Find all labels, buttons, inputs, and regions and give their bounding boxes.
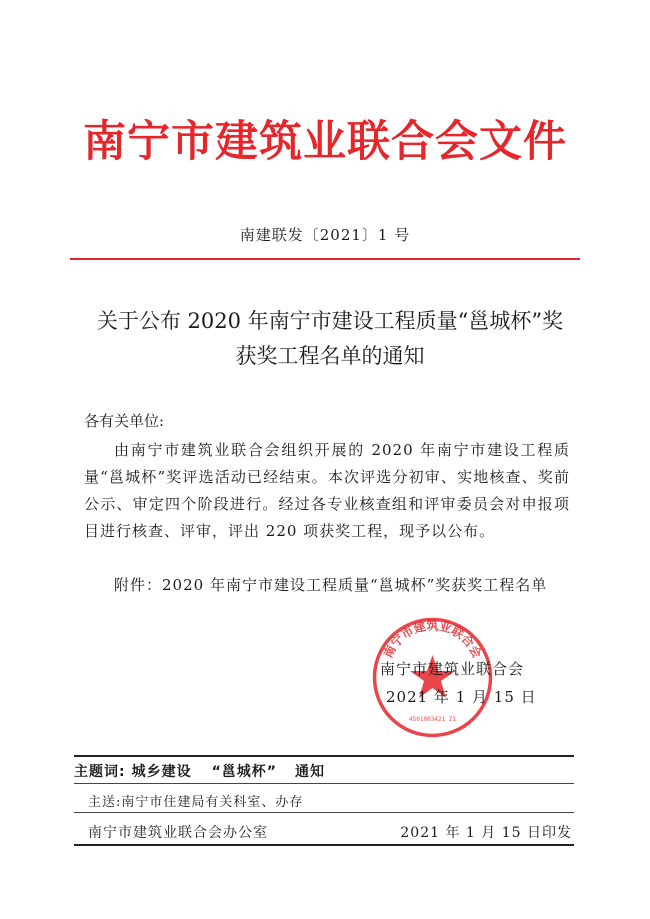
title-line-1: 关于公布 2020 年南宁市建设工程质量“邕城杯”奖: [96, 309, 564, 333]
cc-line: 主送:南宁市住建局有关科室、办存: [88, 795, 304, 810]
document-title: [60, 304, 600, 374]
subject-keyword: 通知: [295, 764, 326, 780]
title-line-2: 获奖工程名单的通知: [235, 344, 425, 368]
seal-arc-text: 南宁市建筑业联合会: [380, 618, 485, 661]
footer-rule-bottom: [74, 844, 574, 846]
footer-rule: [74, 783, 574, 784]
seal-code: 4501003421 Z1: [409, 716, 456, 723]
org-title: 南宁市建筑业联合会文件: [83, 117, 567, 167]
print-date: 2021 年 1 月 15 日印发: [400, 825, 572, 841]
footer-rule: [74, 812, 574, 813]
red-divider: [70, 258, 580, 260]
salutation: 各有关单位:: [84, 412, 165, 430]
subject-keywords: [74, 761, 325, 781]
body-paragraph: 由南宁市建筑业联合会组织开展的 2020 年南宁市建设工程质量“邕城杯”奖评选活动已经结束。本次评选分初审、实地核查、奖前公示、审定四个阶段进行。经过各专业核查组和评审委员会对申报项目进行核查、评审，评出 220 项获奖工程，现予以公布。: [84, 441, 570, 540]
doc-number: 南建联发〔2021〕1 号: [239, 226, 411, 244]
issuing-office: 南宁市建筑业联合会办公室: [88, 825, 268, 841]
attachment-line: 附件：2020 年南宁市建设工程质量“邕城杯”奖获奖工程名单: [114, 576, 548, 594]
footer-rule-top: [74, 755, 574, 757]
issue-date: 2021 年 1 月 15 日: [386, 688, 537, 706]
subject-keyword: “邕城杯”: [211, 764, 278, 780]
subject-label: 主题词:: [74, 764, 126, 780]
issuer-name: 南宁市建筑业联合会: [380, 660, 525, 678]
subject-keyword: 城乡建设: [131, 764, 192, 780]
